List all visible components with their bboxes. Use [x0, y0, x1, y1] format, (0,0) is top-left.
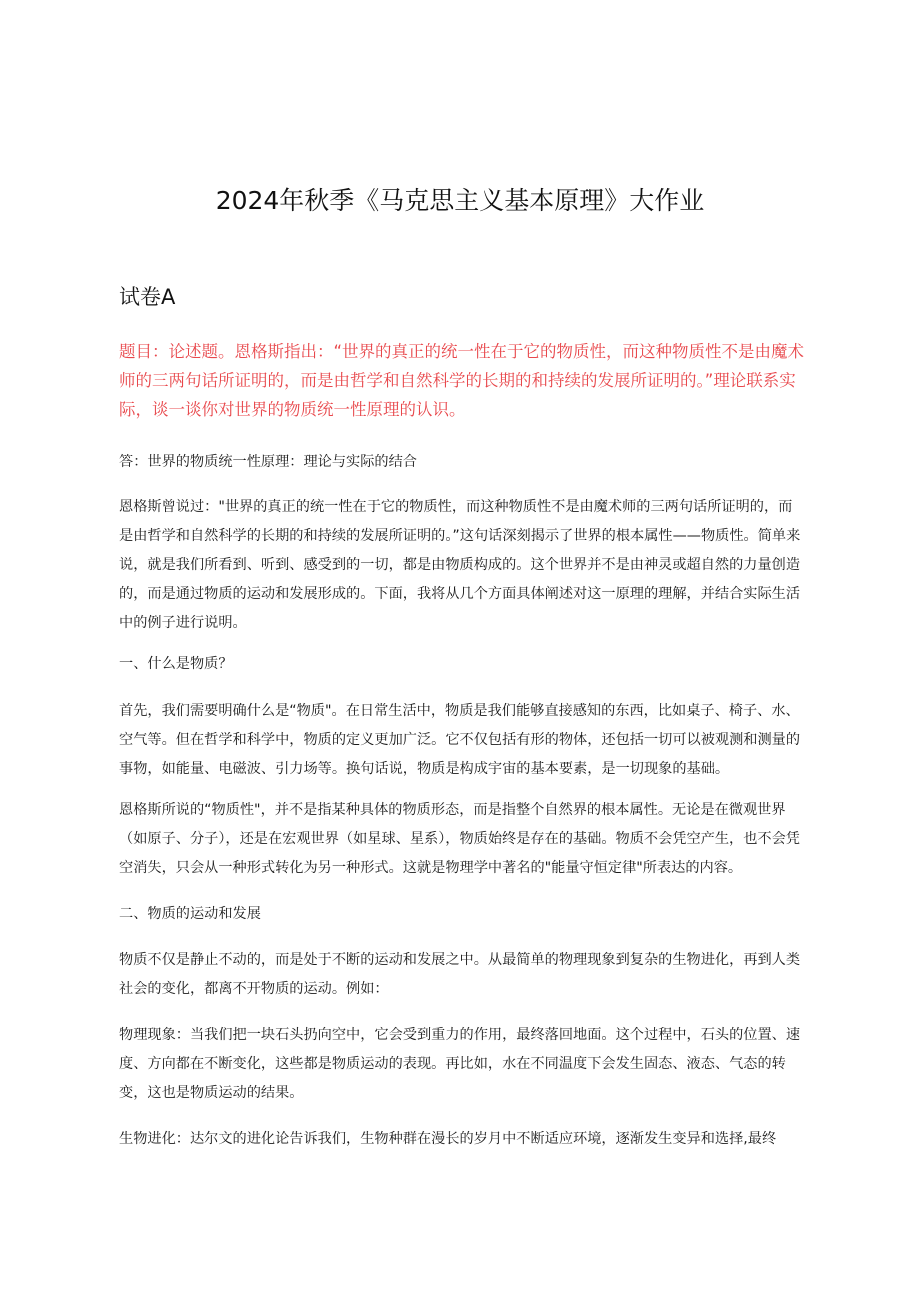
section-heading-1: 一、什么是物质？ — [119, 656, 233, 672]
paragraph-physical-phenomena: 物理现象：当我们把一块石头扔向空中，它会受到重力的作用，最终落回地面。这个过程中，石头的位置、速度、方向都在不断变化，这些都是物质运动的表现。再比如，水在不同温度下会发生固态、液态、气态的转变，这也是物质运动的结果。 — [119, 1027, 801, 1101]
section-heading-2: 二、物质的运动和发展 — [119, 906, 261, 922]
paragraph-materiality: 恩格斯所说的“物质性"，并不是指某种具体的物质形态，而是指整个自然界的根本属性。无论是在微观世界（如原子、分子），还是在宏观世界（如星球、星系），物质始终是存在的基础。物质不会凭空产生，也不会凭空消失，只会从一种形式转化为另一种形式。这就是物理学中著名的"能量守恒定律"所表达的内容。 — [119, 802, 800, 876]
paragraph-what-is-matter: 首先，我们需要明确什么是“物质"。在日常生活中，物质是我们能够直接感知的东西，比如桌子、椅子、水、空气等。但在哲学和科学中，物质的定义更加广泛。它不仅包括有形的物体，还包括一切可以被观测和测量的事物，如能量、电磁波、引力场等。换句话说，物质是构成宇宙的基本要素，是一切现象的基础。 — [119, 703, 801, 777]
paper-label: 试卷A — [119, 285, 176, 309]
paragraph-motion: 物质不仅是静止不动的，而是处于不断的运动和发展之中。从最简单的物理现象到复杂的生物进化，再到人类社会的变化，都离不开物质的运动。例如： — [119, 952, 801, 997]
paragraph-biological-evolution: 生物进化：达尔文的进化论告诉我们，生物种群在漫长的岁月中不断适应环境，逐渐发生变异和选择,最终 — [119, 1131, 777, 1147]
question-text: 题目：论述题。恩格斯指出：“世界的真正的统一性在于它的物质性，而这种物质性不是由魔术师的三两句话所证明的，而是由哲学和自然科学的长期的和持续的发展所证明的。”理论联系实际，谈一谈你对世界的物质统一性原理的认识。 — [119, 342, 805, 419]
document-title: 2024年秋季《马克思主义基本原理》大作业 — [215, 186, 705, 215]
paragraph-intro: 恩格斯曾说过："世界的真正的统一性在于它的物质性，而这种物质性不是由魔术师的三两句话所证明的，而是由哲学和自然科学的长期的和持续的发展所证明的。”这句话深刻揭示了世界的根本属性——物质性。简单来说，就是我们所看到、听到、感受到的一切，都是由物质构成的。这个世界并不是由神灵或超自然的力量创造的，而是通过物质的运动和发展形成的。下面，我将从几个方面具体阐述对这一原理的理解，并结合实际生活中的例子进行说明。 — [119, 499, 801, 631]
answer-intro: 答：世界的物质统一性原理：理论与实际的结合 — [119, 454, 417, 470]
